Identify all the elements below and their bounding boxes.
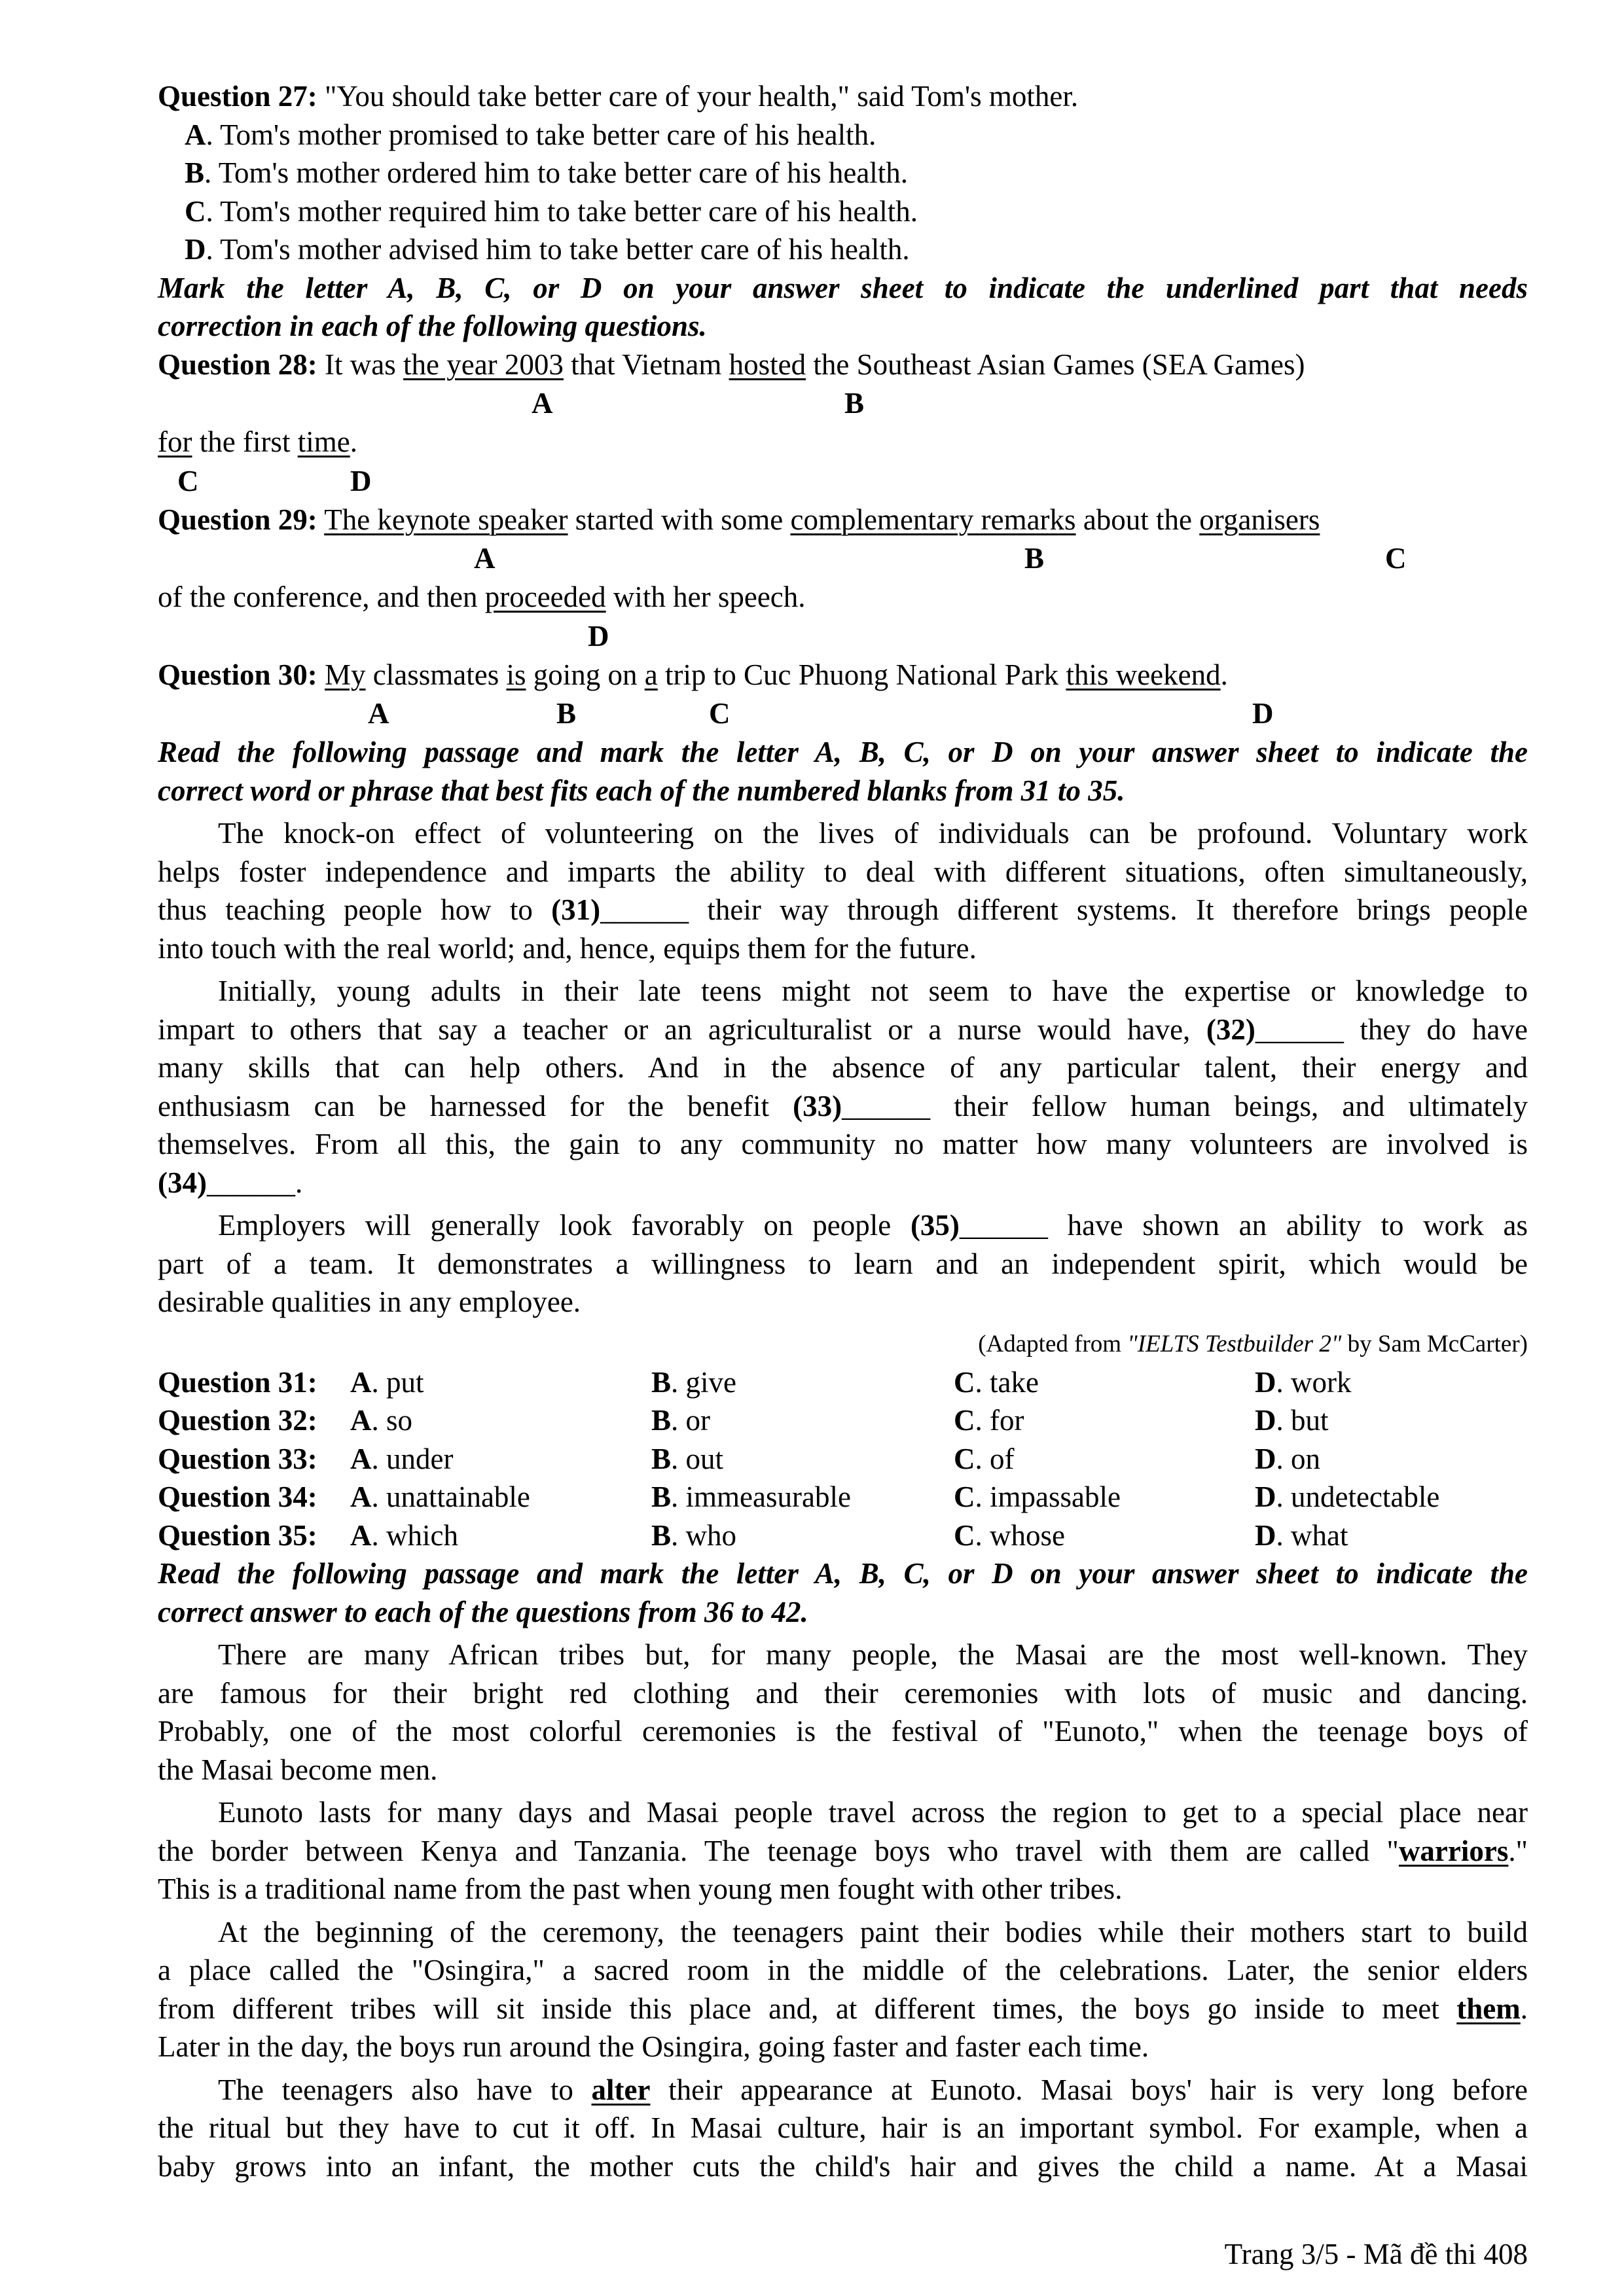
option-letter: C [954,1480,975,1513]
paragraph [158,1793,1528,1909]
passage-line [158,1636,1528,1674]
text-run: The teenagers also have to [218,2073,592,2106]
option-letter: A [350,1518,372,1552]
blank-number: (35) [910,1209,960,1242]
option-text: . unattainable [371,1480,530,1513]
text-run: At the beginning of the ceremony, the teenagers paint their bodies while their mothers start to build [218,1915,1528,1948]
text-run: Eunoto lasts for many days and Masai people travel across the region to get to a special place near [218,1796,1528,1829]
text-run: ______ they do have [1255,1013,1528,1046]
underlined-part-c: organisers [1199,503,1320,536]
cloze-questions [158,1363,1528,1555]
option-text: . undetectable [1276,1480,1440,1513]
blank-number: (32) [1206,1013,1255,1046]
cloze-passage [158,814,1528,1321]
text-run: the Southeast Asian Games (SEA Games) [806,348,1305,381]
option-letter: A [350,1480,372,1513]
option-letter: C [954,1442,975,1475]
option-text: . of [975,1442,1015,1475]
question-27-option-c [158,192,1528,231]
option-a [350,1440,453,1479]
option-text: . work [1276,1365,1352,1399]
underlined-part-c: a [644,658,658,691]
letter-d: D [1252,697,1274,730]
blank-number: (31) [551,893,601,926]
option-text: . immeasurable [671,1480,851,1513]
question-label: Question 34: [158,1480,317,1513]
text-run: the border between Kenya and Tanzania. The teenage boys who travel with them are called " [158,1834,1399,1867]
page-footer: Trang 3/5 - Mã đề thi 408 [1224,2238,1528,2270]
text-run: trip to Cuc Phuong National Park [657,658,1066,691]
highlighted-word: warriors [1398,1834,1509,1867]
passage-line [158,1125,1528,1164]
cloze-question-row [158,1401,1528,1440]
text-run: their appearance at Eunoto. Masai boys' hair is very long before [650,2073,1528,2106]
text-run: about the [1075,503,1200,536]
option-letter: D [1255,1404,1276,1437]
option-text: . Tom's mother advised him to take better care of his health. [206,233,910,266]
passage-line [158,1206,1528,1245]
text-run: ______. [206,1166,303,1199]
question-30-letters [158,694,1528,733]
option-text: . take [975,1365,1039,1399]
question-29-letters-abc [158,539,1528,578]
option-letter: C [954,1518,975,1552]
option-letter: A [350,1404,372,1437]
underlined-part-b: is [506,658,526,691]
option-letter: D [1255,1365,1276,1399]
letter-c: C [1385,542,1407,575]
letter-b: B [844,387,865,420]
text-run: . [1220,658,1228,691]
text-run: into touch with the real world; and, hence, equips them for the future. [158,931,977,965]
option-d [1255,1401,1329,1440]
question-28-letters-cd [158,461,1528,501]
text-run: classmates [365,658,507,691]
letter-b: B [1024,542,1045,575]
option-letter: B [651,1518,672,1552]
paragraph [158,972,1528,1202]
instruction-cloze-line-2: correct word or phrase that best fits each of the numbered blanks from 31 to 35. [158,774,1125,807]
passage-line [158,814,1528,853]
blank-number: (34) [158,1166,207,1199]
text-run: thus teaching people how to [158,893,552,926]
option-b [651,1440,723,1479]
option-letter: A [350,1442,372,1475]
text-run: the ritual but they have to cut it off. In Masai culture, hair is an important symbol. For example, when a [158,2111,1528,2144]
paragraph [158,2071,1528,2186]
passage-line [158,891,1528,929]
passage-line [158,1283,1528,1321]
passage-line [158,853,1528,891]
question-label: Question 31: [158,1365,317,1399]
option-c [954,1478,1121,1516]
option-a [350,1516,458,1555]
text-run: the first [192,425,298,458]
passage-line [158,1674,1528,1713]
instruction-reading-line-2: correct answer to each of the questions from 36 to 42. [158,1595,808,1628]
text-run: ______ their way through different systems. It therefore brings people [600,893,1528,926]
option-a [350,1401,412,1440]
option-text: . for [975,1404,1024,1437]
option-letter: D [185,233,206,266]
underlined-part-a: My [325,658,366,691]
text-run: impart to others that say a teacher or an agriculturalist or a nurse would have, [158,1013,1206,1046]
text-run: of the conference, and then [158,581,485,613]
passage-line [158,1087,1528,1126]
letter-d: D [588,619,609,653]
passage-line [158,2028,1528,2066]
option-letter: B [651,1404,672,1437]
text-run: ." [1508,1834,1528,1867]
option-text: . what [1276,1518,1348,1552]
text-run: Probably, one of the most colorful ceremonies is the festival of "Eunoto," when the teenage boys of [158,1715,1528,1748]
text-run: Initially, young adults in their late teens might not seem to have the expertise or knowledge to [218,975,1528,1007]
text-run: the Masai become men. [158,1753,438,1786]
option-text: . Tom's mother promised to take better care of his health. [206,118,876,151]
passage-line [158,1832,1528,1871]
option-d [1255,1478,1439,1516]
passage-line [158,1164,1528,1202]
underlined-part-d: this weekend [1066,658,1221,691]
cloze-question-row [158,1363,1528,1402]
paragraph [158,1913,1528,2066]
passage-line [158,1011,1528,1049]
option-letter: B [651,1442,672,1475]
letter-a: A [368,697,389,730]
letter-b: B [556,697,577,730]
question-27-option-a [158,116,1528,154]
text-run: themselves. From all this, the gain to any community no matter how many volunteers are involved is [158,1128,1528,1160]
underlined-part-d: proceeded [484,581,606,613]
text-run: desirable qualities in any employee. [158,1285,581,1318]
option-d [1255,1440,1320,1479]
highlighted-word: alter [591,2073,651,2106]
letter-d: D [350,464,372,497]
option-text: . but [1276,1404,1329,1437]
option-d [1255,1516,1348,1555]
option-text: . put [371,1365,424,1399]
question-label: Question 35: [158,1518,317,1552]
text-run: started with some [568,503,791,536]
passage-line [158,1870,1528,1909]
option-letter: D [1255,1442,1276,1475]
option-a [350,1478,530,1516]
option-text: . Tom's mother ordered him to take better care of his health. [204,156,909,189]
cloze-question-row [158,1516,1528,1555]
option-letter: B [651,1365,672,1399]
option-text: . on [1276,1442,1320,1475]
question-30-line [158,656,1528,694]
question-label: Question 33: [158,1442,317,1475]
reading-passage [158,1636,1528,2185]
paragraph [158,814,1528,967]
question-29-line-1 [158,501,1528,539]
letter-c: C [709,697,731,730]
text-run [317,503,324,536]
passage-line [158,1245,1528,1283]
passage-line [158,1751,1528,1789]
text-run: a place called the "Osingira," a sacred room in the middle of the celebrations. Later, the senior elders [158,1954,1528,1986]
option-text: . impassable [975,1480,1121,1513]
option-text: . out [671,1442,724,1475]
option-letter: C [954,1404,975,1437]
source-title: "IELTS Testbuilder 2" [1127,1330,1342,1357]
option-text: . whose [975,1518,1065,1552]
underlined-part-b: hosted [729,348,806,381]
text-run: It was [317,348,403,381]
cloze-question-row [158,1440,1528,1479]
source-prefix: (Adapted from [978,1330,1128,1357]
option-letter: B [651,1480,672,1513]
blank-number: (33) [793,1089,842,1122]
option-text: . Tom's mother required him to take better care of his health. [206,194,918,228]
question-28-letters-ab [158,384,1528,423]
underlined-part-a: the year 2003 [403,348,564,381]
text-run: . [1520,1992,1528,2025]
question-label: Question 32: [158,1404,317,1437]
text-run: part of a team. It demonstrates a willingness to learn and an independent spirit, which would be [158,1247,1528,1280]
text-run: This is a traditional name from the past when young men fought with other tribes. [158,1873,1123,1905]
option-c [954,1516,1065,1555]
option-letter: B [185,156,205,189]
question-text: "You should take better care of your health," said Tom's mother. [317,80,1079,113]
letter-c: C [177,464,199,497]
option-b [651,1363,736,1402]
underlined-part-b: complementary remarks [790,503,1076,536]
question-29-line-2 [158,578,1528,617]
text-run: that Vietnam [563,348,729,381]
cloze-question-row [158,1478,1528,1516]
paragraph [158,1206,1528,1321]
text-run: baby grows into an infant, the mother cuts the child's hair and gives the child a name. At a Masai [158,2149,1528,2183]
option-text: . so [371,1404,413,1437]
underlined-part-d: time [297,425,350,458]
letter-a: A [474,542,496,575]
option-c [954,1401,1024,1440]
option-letter: A [185,118,206,151]
question-label: Question 29: [158,503,317,536]
question-28-line-2 [158,423,1528,461]
passage-line [158,1913,1528,1952]
passage-line [158,1712,1528,1751]
question-29-letters-d [158,617,1528,656]
question-27-option-b [158,154,1528,192]
option-c [954,1363,1039,1402]
option-b [651,1516,736,1555]
passage-line [158,1990,1528,2028]
question-27-option-d [158,230,1528,269]
passage-line [158,972,1528,1011]
instruction-cloze-line-1: Read the following passage and mark the letter A, B, C, or D on your answer sheet to indicate the [158,736,1528,768]
text-run: from different tribes will sit inside this place and, at different times, the boys go inside to meet [158,1992,1457,2025]
question-27-stem [158,77,1528,116]
passage-line [158,929,1528,968]
passage-line [158,2071,1528,2109]
option-letter: A [350,1365,372,1399]
text-run: ______ have shown an ability to work as [959,1209,1528,1242]
question-28-line-1 [158,346,1528,384]
text-run: . [350,425,357,458]
option-text: . who [671,1518,737,1552]
instruction-error-line-2: correction in each of the following questions. [158,310,707,342]
option-d [1255,1363,1351,1402]
passage-line [158,1049,1528,1087]
text-run: There are many African tribes but, for many people, the Masai are the most well-known. They [218,1638,1528,1671]
passage-line [158,2147,1528,2186]
option-c [954,1440,1015,1479]
passage-line [158,2109,1528,2147]
passage-line [158,1951,1528,1990]
text-run: ______ their fellow human beings, and ultimately [842,1089,1528,1122]
option-letter: C [185,194,206,228]
option-letter: D [1255,1480,1276,1513]
passage-source [158,1321,1528,1363]
text-run: helps foster independence and imparts the ability to deal with different situations, often simultaneously, [158,855,1528,888]
underlined-part-a: The keynote speaker [324,503,568,536]
option-text: . which [371,1518,458,1552]
option-a [350,1363,424,1402]
question-label: Question 28: [158,348,317,381]
option-text: . under [371,1442,454,1475]
highlighted-word: them [1456,1992,1521,2025]
exam-page [158,77,1528,2185]
option-letter: C [954,1365,975,1399]
letter-a: A [532,387,553,420]
text-run: The knock-on effect of volunteering on the lives of individuals can be profound. Voluntary work [218,817,1528,850]
instruction-reading-line-1: Read the following passage and mark the letter A, B, C, or D on your answer sheet to indicate the [158,1557,1528,1590]
text-run [317,658,325,691]
text-run: Employers will generally look favorably on people [218,1209,911,1242]
underlined-part-c: for [158,425,192,458]
question-label: Question 30: [158,658,317,691]
text-run: enthusiasm can be harnessed for the benefit [158,1089,793,1122]
text-run: many skills that can help others. And in the absence of any particular talent, their energy and [158,1051,1528,1084]
passage-line [158,1793,1528,1832]
text-run: going on [526,658,645,691]
source-author: by Sam McCarter) [1341,1330,1528,1357]
instruction-error-line-1: Mark the letter A, B, C, or D on your answer sheet to indicate the underlined part that needs [158,271,1528,304]
option-text: . or [671,1404,711,1437]
option-b [651,1401,710,1440]
paragraph [158,1636,1528,1789]
option-letter: D [1255,1518,1276,1552]
question-label: Question 27: [158,80,317,113]
text-run: with her speech. [605,581,806,613]
option-text: . give [671,1365,736,1399]
text-run: are famous for their bright red clothing and their ceremonies with lots of music and dancing. [158,1676,1528,1710]
text-run: Later in the day, the boys run around the Osingira, going faster and faster each time. [158,2030,1149,2063]
option-b [651,1478,851,1516]
